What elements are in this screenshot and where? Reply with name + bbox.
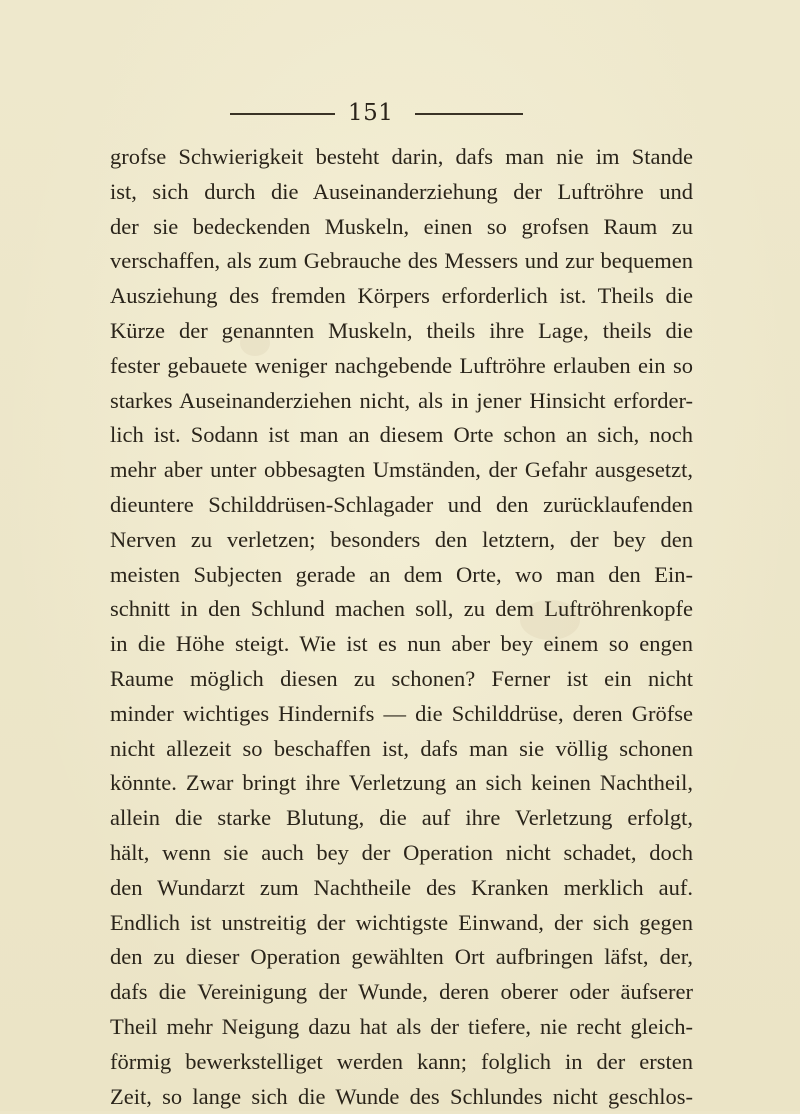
page-header	[230, 98, 580, 128]
text-line: fester gebauete weniger nachgebende Luftröhre erlauben ein so	[110, 352, 693, 378]
text-line: allein die starke Blutung, die auf ihre Verletzung erfolgt,	[110, 805, 693, 831]
text-line: Theil mehr Neigung dazu hat als der tiefere, nie recht gleich-	[110, 1013, 693, 1039]
text-line: Nerven zu verletzen; besonders den letztern, der bey den	[110, 526, 693, 552]
text-line: grofse Schwierigkeit besteht darin, dafs man nie im Stande	[110, 144, 693, 169]
text-line: starkes Auseinanderziehen nicht, als in jener Hinsicht erforder-	[110, 387, 693, 413]
header-rule-left	[230, 113, 335, 115]
page-number: 151	[348, 100, 394, 126]
text-line: den zu dieser Operation gewählten Ort aufbringen läfst, der,	[110, 944, 693, 970]
text-line: Endlich ist unstreitig der wichtigste Einwand, der sich gegen	[110, 909, 693, 935]
text-line: den Wundarzt zum Nachtheile des Kranken merklich auf.	[110, 874, 693, 900]
text-line: nicht allezeit so beschaffen ist, dafs man sie völlig schonen	[110, 735, 693, 761]
body-text	[110, 140, 693, 1114]
text-line: Ausziehung des fremden Körpers erforderlich ist. Theils die	[110, 283, 693, 309]
text-line: hält, wenn sie auch bey der Operation nicht schadet, doch	[110, 839, 693, 865]
text-line: minder wichtiges Hindernifs — die Schilddrüse, deren Gröfse	[110, 700, 693, 726]
text-line: schnitt in den Schlund machen soll, zu dem Luftröhrenkopfe	[110, 596, 693, 622]
text-line: in die Höhe steigt. Wie ist es nun aber bey einem so engen	[110, 631, 693, 657]
header-rule-right	[415, 113, 523, 115]
text-line: dafs die Vereinigung der Wunde, deren oberer oder äufserer	[110, 979, 693, 1005]
text-line: Kürze der genannten Muskeln, theils ihre Lage, theils die	[110, 317, 693, 343]
text-line: förmig bewerkstelliget werden kann; folglich in der ersten	[110, 1048, 693, 1074]
text-line: Zeit, so lange sich die Wunde des Schlundes nicht geschlos-	[110, 1083, 693, 1109]
text-line: lich ist. Sodann ist man an diesem Orte schon an sich, noch	[110, 422, 693, 448]
text-line: dieuntere Schilddrüsen-Schlagader und den zurücklaufenden	[110, 491, 693, 517]
text-line: Raume möglich diesen zu schonen? Ferner ist ein nicht	[110, 665, 693, 691]
text-line: mehr aber unter obbesagten Umständen, der Gefahr ausgesetzt,	[110, 457, 693, 483]
text-line: verschaffen, als zum Gebrauche des Messers und zur bequemen	[110, 248, 693, 274]
text-line: könnte. Zwar bringt ihre Verletzung an sich keinen Nachtheil,	[110, 770, 693, 796]
text-line: der sie bedeckenden Muskeln, einen so grofsen Raum zu	[110, 213, 693, 239]
text-line: ist, sich durch die Auseinanderziehung der Luftröhre und	[110, 178, 693, 204]
text-line: meisten Subjecten gerade an dem Orte, wo man den Ein-	[110, 561, 693, 587]
